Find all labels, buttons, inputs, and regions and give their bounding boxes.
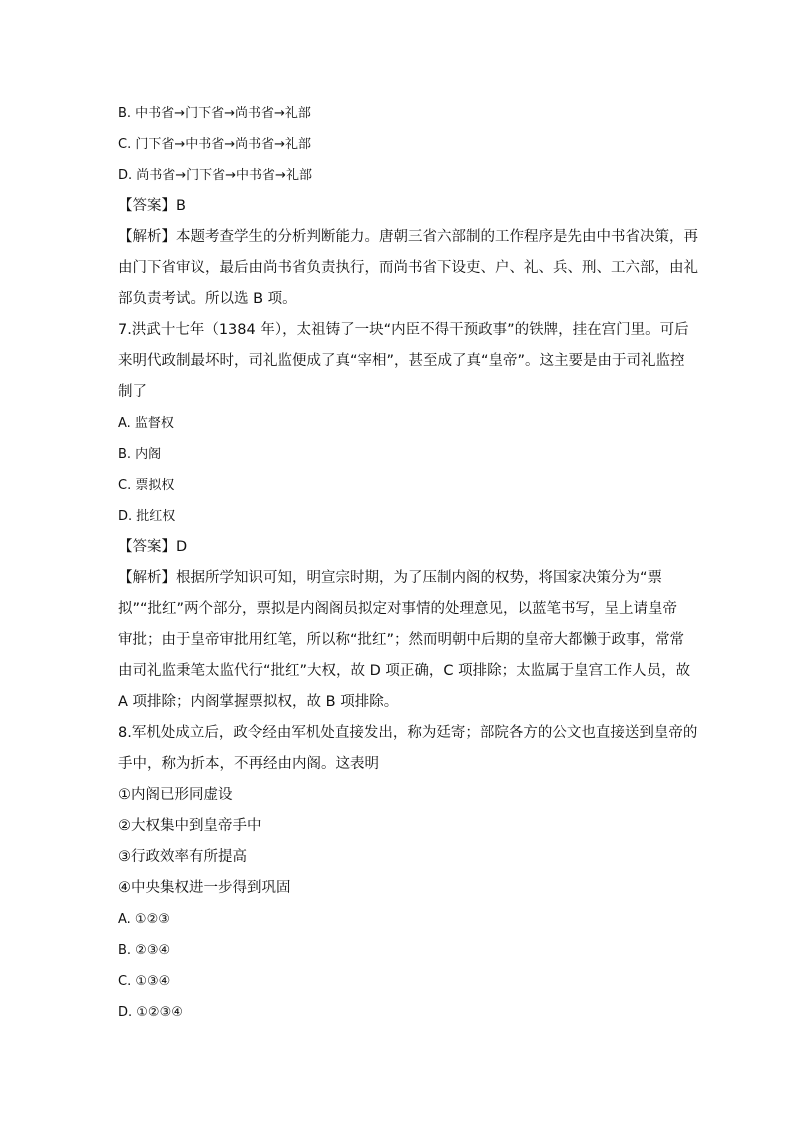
q8-option-a: A. ①②③ — [118, 912, 170, 927]
q8-stem-line: 8.军机处成立后，政令经由军机处直接发出，称为廷寄；部院各方的公文也直接送到皇帝的 — [118, 725, 698, 741]
q8-stem-line: 手中，称为折本，不再经由内阁。这表明 — [118, 756, 379, 772]
q6-option-c: C. 门下省→中书省→尚书省→礼部 — [118, 137, 312, 152]
document-page — [118, 98, 698, 1028]
q7-stem-line: 制了 — [118, 384, 147, 400]
q7-option-a: A. 监督权 — [118, 416, 174, 431]
q7-stem-line: 来明代政制最坏时，司礼监便成了真“宰相”，甚至成了真“皇帝”。这主要是由于司礼监控 — [118, 353, 685, 369]
q6-analysis-line: 【解析】本题考查学生的分析判断能力。唐朝三省六部制的工作程序是先由中书省决策，再 — [118, 229, 698, 245]
q7-option-d: D. 批红权 — [118, 509, 176, 524]
q8-statement-1: ①内阁已形同虚设 — [118, 787, 233, 803]
q6-analysis-line: 部负责考试。所以选 B 项。 — [118, 291, 297, 307]
q6-answer: 【答案】B — [118, 198, 186, 214]
q7-answer: 【答案】D — [118, 539, 188, 555]
q7-analysis-line: 【解析】根据所学知识可知，明宣宗时期，为了压制内阁的权势，将国家决策分为“票 — [118, 570, 663, 586]
q6-analysis-line: 由门下省审议，最后由尚书省负责执行，而尚书省下设吏、户、礼、兵、刑、工六部，由礼 — [118, 260, 698, 276]
q8-option-d: D. ①②③④ — [118, 1005, 183, 1020]
q8-statement-3: ③行政效率有所提高 — [118, 849, 247, 865]
q7-stem — [118, 315, 689, 408]
q7-analysis-line: 由司礼监秉笔太监代行“批红”大权，故 D 项正确，C 项排除；太监属于皇宫工作人员，故 — [118, 663, 691, 679]
q6-option-b: B. 中书省→门下省→尚书省→礼部 — [118, 106, 311, 121]
q8-stem — [118, 718, 698, 780]
q6-analysis — [118, 222, 698, 315]
q7-analysis-line: 拟”“批红”两个部分，票拟是内阁阁员拟定对事情的处理意见，以蓝笔书写，呈上请皇帝 — [118, 601, 678, 617]
q8-option-c: C. ①③④ — [118, 974, 171, 989]
q7-option-b: B. 内阁 — [118, 447, 162, 462]
q7-analysis-line: 审批；由于皇帝审批用红笔，所以称“批红”；然而明朝中后期的皇帝大都懒于政事，常常 — [118, 632, 685, 648]
q7-analysis-line: A 项排除；内阁掌握票拟权，故 B 项排除。 — [118, 694, 399, 710]
q8-statement-4: ④中央集权进一步得到巩固 — [118, 880, 291, 896]
q8-option-b: B. ②③④ — [118, 943, 171, 958]
q7-stem-line: 7.洪武十七年（1384 年），太祖铸了一块“内臣不得干预政事”的铁牌，挂在宫门里。可后 — [118, 322, 689, 338]
q7-option-c: C. 票拟权 — [118, 478, 175, 493]
q8-statement-2: ②大权集中到皇帝手中 — [118, 818, 262, 834]
q6-option-d: D. 尚书省→门下省→中书省→礼部 — [118, 168, 312, 183]
q7-analysis — [118, 563, 691, 718]
